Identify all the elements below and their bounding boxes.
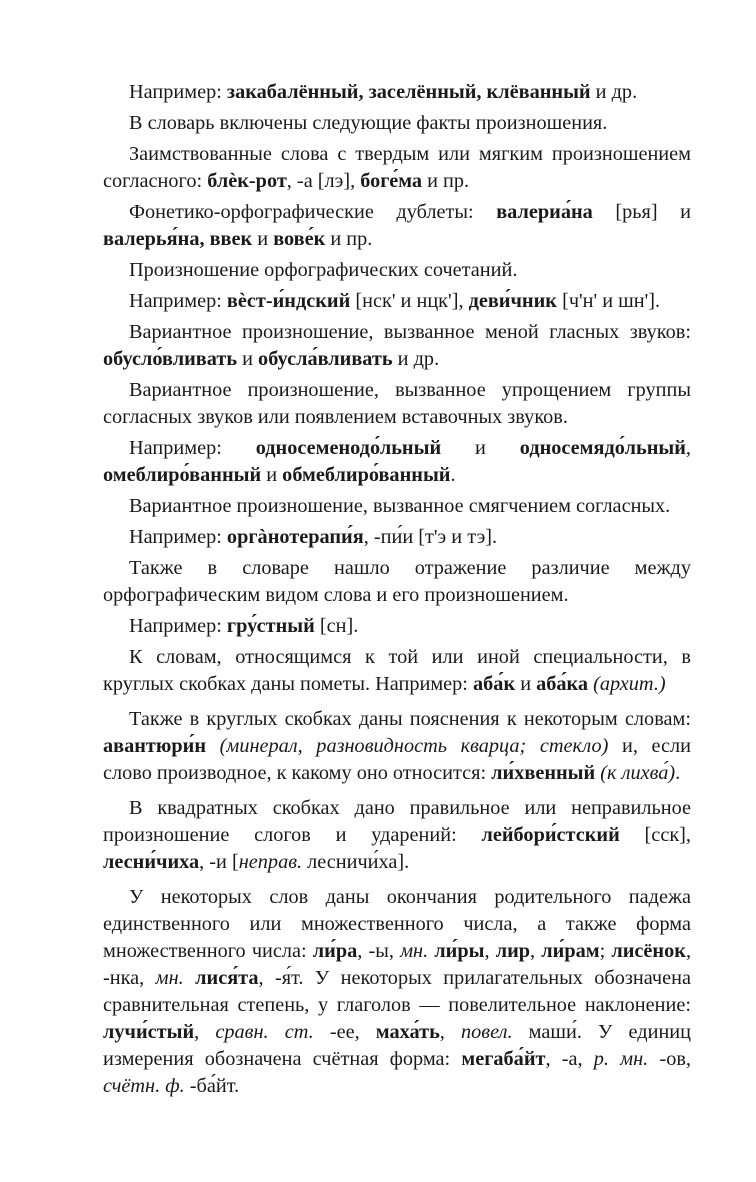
headword: лисёнок <box>611 940 686 962</box>
paragraph-square-brackets <box>103 795 697 876</box>
text-segment: , -пи́и [т'э и тэ]. <box>363 526 498 548</box>
text-segment: и <box>237 348 259 370</box>
headword: деви́чник <box>468 290 557 312</box>
headword: гру́стный <box>226 615 315 637</box>
paragraph-example-monocot <box>103 435 697 489</box>
text-segment: , <box>530 940 542 962</box>
text-segment: лесничи́ха]. <box>302 851 410 873</box>
paragraph-orthographic-combinations <box>103 257 691 284</box>
text-segment: , -я́т. У некоторых прилагательных обозначена сравнительная степень, у глаголов — повелительное наклонение: <box>103 967 697 1016</box>
text-segment: и <box>515 673 537 695</box>
headword: ли́ра <box>312 940 358 962</box>
headword: односемядо́льный <box>519 437 686 459</box>
text-segment: [ч'н' и шн']. <box>557 290 661 312</box>
text-segment: -ба́йт. <box>184 1075 240 1097</box>
text-segment: -ее, <box>313 1021 376 1043</box>
usage-label: сравн. ст. <box>215 1021 314 1043</box>
paragraph-loanwords <box>103 141 697 195</box>
text-segment: Заимствованные слова с твердым или мягким произношением согласного: <box>103 143 697 192</box>
paragraph-example-west-indian <box>103 288 691 315</box>
text-segment: , <box>685 437 697 459</box>
text-segment: . <box>450 464 456 486</box>
usage-label: (архит.) <box>593 673 666 695</box>
paragraph-vowel-alternation <box>103 319 697 373</box>
text-segment: . <box>675 762 681 784</box>
text-segment: , <box>439 1021 462 1043</box>
text-segment: , <box>194 1021 216 1043</box>
page-text <box>103 79 697 1104</box>
headword: ли́хвенный <box>491 762 596 784</box>
headword: обусло́вливать <box>103 348 238 370</box>
text-segment: и, если слово производное, к какому оно относится: <box>103 735 697 784</box>
text-segment: Например: <box>129 437 256 459</box>
text-segment: Например: <box>129 81 227 103</box>
text-segment: и др. <box>392 348 440 370</box>
text-segment: и <box>441 437 520 459</box>
usage-label: мн. <box>155 967 184 989</box>
usage-label: неправ. <box>238 851 303 873</box>
headword: авантюри́н <box>103 735 207 757</box>
text-segment: , -нка, <box>103 940 697 989</box>
text-segment: Например: <box>129 526 227 548</box>
paragraph-specialty-marks <box>103 644 697 698</box>
paragraph-consonant-softening <box>103 493 691 520</box>
paragraph-example-organotherapy <box>103 524 691 551</box>
headword: лейбори́стский <box>481 824 620 846</box>
usage-label: мн. <box>400 940 429 962</box>
text-segment: и <box>252 228 274 250</box>
headword: вѐст-и́ндский <box>226 290 351 312</box>
text-segment: У некоторых слов даны окончания родительного падежа единственного или множественного числа, а также форма множественного числа: <box>103 886 697 962</box>
text-segment: маши́. У единиц измерения обозначена счётная форма: <box>103 1021 697 1070</box>
headword: лучи́стый <box>103 1021 195 1043</box>
text-segment: и пр. <box>422 170 470 192</box>
paragraph-pronunciation-facts <box>103 110 691 137</box>
text-segment: Вариантное произношение, вызванное меной гласных звуков: <box>129 321 697 343</box>
usage-label: (минерал, разновидность кварца; стекло) <box>219 735 609 757</box>
headword: лися́та <box>195 967 259 989</box>
headword: лесни́чиха <box>103 851 200 873</box>
headword: оргàнотерапи́я <box>226 526 364 548</box>
text-segment: Вариантное произношение, вызванное смягчением согласных. <box>129 495 671 517</box>
headword: омеблиро́ванный <box>103 464 262 486</box>
text-segment: Например: <box>129 615 227 637</box>
paragraph-inflection-forms <box>103 884 697 1100</box>
text-segment: и <box>261 464 283 486</box>
text-segment: Например: <box>129 290 227 312</box>
paragraph-phonetic-doublets <box>103 199 697 253</box>
text-segment: и др. <box>590 81 638 103</box>
text-segment <box>184 967 195 989</box>
headword: обмеблиро́ванный <box>282 464 451 486</box>
headword: мегаба́йт <box>461 1048 546 1070</box>
paragraph-explanations <box>103 706 697 787</box>
text-segment: [нск' и нцк'], <box>350 290 469 312</box>
headword: односеменодо́льный <box>255 437 442 459</box>
text-segment: [рья] и <box>592 201 697 223</box>
paragraph-example-sad <box>103 613 691 640</box>
usage-label: повел. <box>461 1021 513 1043</box>
headword: лир <box>495 940 531 962</box>
headword: блѐк-рот <box>207 170 287 192</box>
headword: валерья́на, ввек <box>103 228 253 250</box>
text-segment: Произношение орфографических сочетаний. <box>129 259 518 281</box>
text-segment: , -и [ <box>199 851 239 873</box>
text-segment: [сск], <box>619 824 697 846</box>
paragraph-consonant-simplification <box>103 377 697 431</box>
text-segment: и пр. <box>325 228 373 250</box>
headword: боге́ма <box>360 170 423 192</box>
usage-label: р. мн. <box>593 1048 649 1070</box>
text-segment: -ов, <box>648 1048 697 1070</box>
text-segment: , -а, <box>545 1048 594 1070</box>
headword: ли́ры <box>434 940 485 962</box>
text-segment: , <box>484 940 496 962</box>
text-segment: К словам, относящимся к той или иной специальности, в круглых скобках даны пометы. Например: <box>103 646 697 695</box>
usage-label: счётн. ф. <box>103 1075 185 1097</box>
text-segment: Также в словаре нашло отражение различие между орфографическим видом слова и его произношением. <box>103 557 697 606</box>
paragraph-orthography-vs-pronunciation <box>103 555 697 609</box>
text-segment: [сн]. <box>314 615 359 637</box>
text-segment: Фонетико-орфографические дублеты: <box>129 201 497 223</box>
usage-label: (к лихва́) <box>600 762 676 784</box>
text-segment <box>206 735 220 757</box>
text-segment: ; <box>599 940 612 962</box>
headword: закабалённый, заселённый, клёванный <box>226 81 591 103</box>
headword: маха́ть <box>375 1021 440 1043</box>
headword: аба́к <box>473 673 516 695</box>
text-segment: , -ы, <box>357 940 401 962</box>
text-segment: В словарь включены следующие факты произношения. <box>129 112 608 134</box>
headword: вове́к <box>273 228 326 250</box>
headword: валериа́на <box>496 201 593 223</box>
headword: аба́ка <box>536 673 589 695</box>
text-segment: В квадратных скобках дано правильное или неправильное произношение слогов и ударений: <box>103 797 697 846</box>
text-segment: , -а [лэ], <box>286 170 361 192</box>
text-segment: Вариантное произношение, вызванное упрощением группы согласных звуков или появлением вставочных звуков. <box>103 379 697 428</box>
headword: обусла́вливать <box>258 348 393 370</box>
paragraph-examples-participles <box>103 79 691 106</box>
headword: ли́рам <box>541 940 600 962</box>
text-segment: Также в круглых скобках даны пояснения к некоторым словам: <box>129 708 697 730</box>
